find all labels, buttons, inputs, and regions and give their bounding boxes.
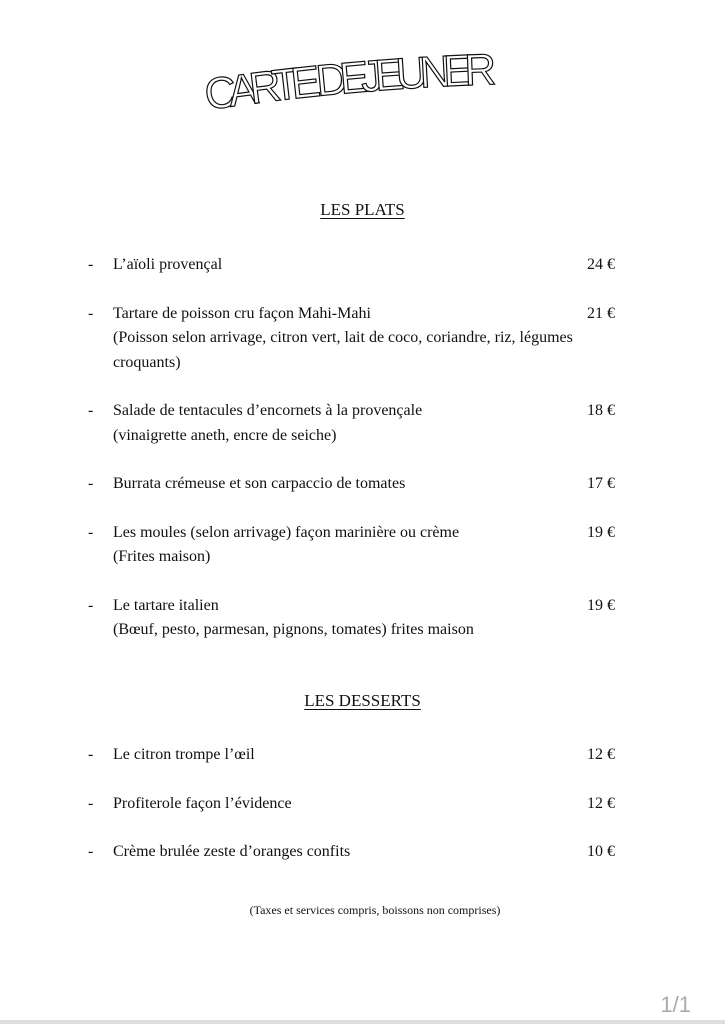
bullet-dash: -	[88, 402, 94, 419]
svg-text:CARTE DEJEUNER	[202, 48, 499, 120]
item-name: Salade de tentacules d’encornets à la provençale	[113, 402, 423, 419]
bullet-dash: -	[88, 843, 94, 860]
item-name: Tartare de poisson cru façon Mahi-Mahi	[113, 304, 371, 322]
list-item	[0, 521, 725, 570]
item-price: 24 €	[587, 256, 615, 273]
section-heading-desserts: LES DESSERTS	[304, 691, 421, 710]
list-item	[0, 840, 725, 865]
menu-title-text: CARTE DEJEUNER	[201, 48, 499, 120]
bullet-dash: -	[88, 256, 94, 273]
item-name: Profiterole façon l’évidence	[113, 794, 292, 812]
section-heading-plats: LES PLATS	[320, 200, 405, 219]
item-detail: (Frites maison)	[113, 548, 211, 565]
list-item	[0, 594, 725, 643]
list-item	[0, 792, 725, 817]
bullet-dash: -	[88, 746, 94, 763]
item-detail: (Bœuf, pesto, parmesan, pignons, tomates) frites maison	[113, 621, 474, 638]
item-name: L’aïoli provençal	[113, 256, 223, 273]
item-name: Burrata crémeuse et son carpaccio de tomates	[113, 475, 406, 492]
item-name: Le tartare italien	[113, 596, 219, 614]
item-name: Le citron trompe l’œil	[113, 746, 255, 763]
item-price: 17 €	[587, 475, 615, 492]
item-detail: (vinaigrette aneth, encre de seiche)	[113, 426, 337, 444]
list-item	[0, 472, 725, 497]
item-price: 10 €	[587, 843, 615, 860]
footnote: (Taxes et services compris, boissons non comprises)	[249, 903, 501, 917]
scrollbar-track[interactable]	[0, 1020, 725, 1024]
bullet-dash: -	[88, 523, 94, 541]
list-item	[0, 253, 725, 278]
item-price: 19 €	[587, 596, 615, 614]
list-item	[0, 743, 725, 768]
item-name: Crème brulée zeste d’oranges confits	[113, 843, 351, 860]
item-price: 12 €	[587, 746, 615, 763]
item-detail: (Poisson selon arrivage, citron vert, lait de coco, coriandre, riz, légumes croquants)	[113, 329, 573, 371]
list-item	[0, 302, 725, 376]
item-price: 12 €	[587, 794, 615, 812]
item-price: 21 €	[587, 304, 615, 322]
page-indicator: 1/1	[660, 992, 691, 1017]
menu-title	[195, 48, 515, 128]
list-item	[0, 399, 725, 448]
bullet-dash: -	[88, 794, 94, 812]
item-price: 19 €	[587, 523, 615, 541]
bullet-dash: -	[88, 304, 94, 322]
desserts-list	[0, 743, 725, 889]
plats-list	[0, 253, 725, 667]
item-price: 18 €	[587, 402, 615, 419]
bullet-dash: -	[88, 596, 94, 614]
item-name: Les moules (selon arrivage) façon marinière ou crème	[113, 523, 460, 541]
bullet-dash: -	[88, 475, 94, 492]
